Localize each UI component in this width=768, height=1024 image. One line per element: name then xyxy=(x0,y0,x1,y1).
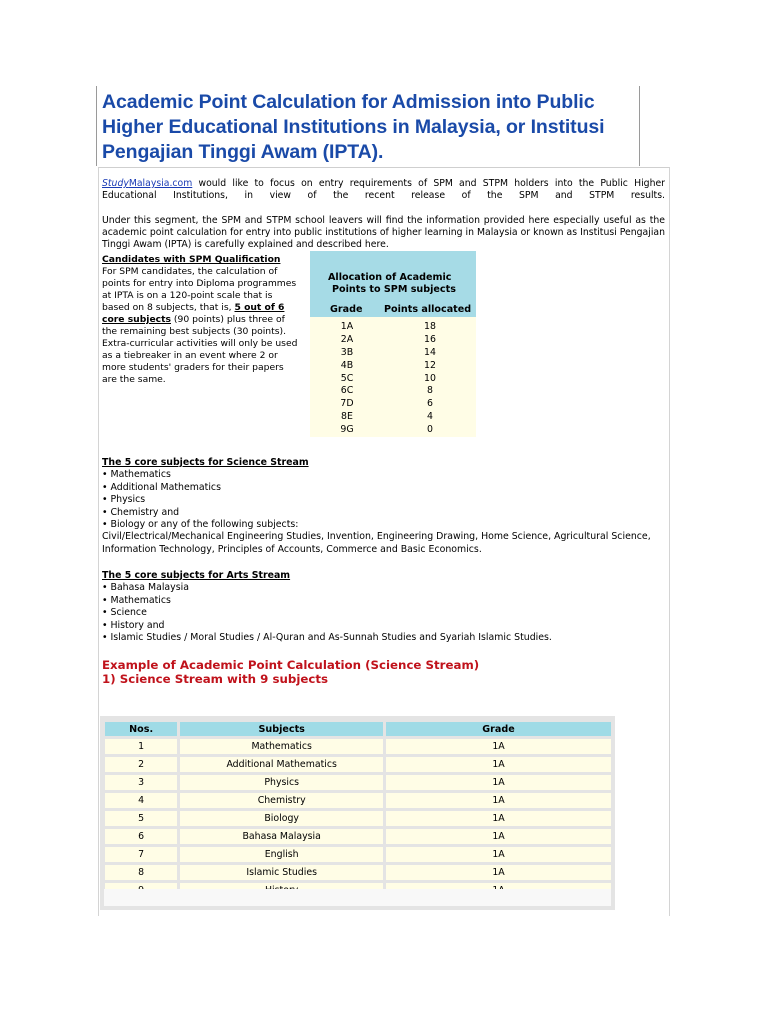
spm-heading: Candidates with SPM Qualification xyxy=(102,254,281,265)
grade-cell: 9G xyxy=(340,424,354,436)
science-extra-subjects: Civil/Electrical/Mechanical Engineering Studies, Invention, Engineering Drawing, Home Science, Agricultural Science, Information Technology, Principles of Accounts, Commerce and Basic Economics. xyxy=(102,531,651,555)
link-prefix: Study xyxy=(102,178,129,189)
list-item: • History and xyxy=(102,619,165,631)
spm-body-text-1: For SPM candidates, the calculation of points for entry into Diploma programmes at IPTA is on a 120-point scale that is based on 8 subjects, that is, xyxy=(102,266,297,313)
arts-heading: The 5 core subjects for Arts Stream xyxy=(102,570,291,581)
points-cell: 6 xyxy=(427,398,433,410)
allocation-title-line2: Points to SPM subjects xyxy=(332,284,456,295)
table-row xyxy=(105,739,611,754)
allocation-rows xyxy=(310,317,476,437)
points-cell: 12 xyxy=(424,359,436,371)
grade-cell: 7D xyxy=(340,398,354,410)
arts-section xyxy=(102,570,662,644)
allocation-row xyxy=(310,424,476,437)
list-item: • Mathematics xyxy=(102,469,171,481)
spm-body-bold: 5 out of 6 core subjects xyxy=(102,302,285,325)
cell-subject: Physics xyxy=(180,775,383,790)
header-grade: Grade xyxy=(386,722,611,736)
cell-nos: 2 xyxy=(105,757,177,772)
example-title: Example of Academic Point Calculation (Science Stream) xyxy=(102,658,480,672)
allocation-row xyxy=(310,334,476,347)
header-nos: Nos. xyxy=(105,722,177,736)
page-title: Academic Point Calculation for Admission into Public Higher Educational Institutions in Malaysia, or Institusi Pengajian Tinggi Awam (IPTA). xyxy=(102,91,605,163)
list-item: • Physics xyxy=(102,494,146,506)
allocation-row xyxy=(310,385,476,398)
cell-nos: 7 xyxy=(105,847,177,862)
list-item: • Chemistry and xyxy=(102,506,180,518)
grade-cell: 6C xyxy=(340,385,354,397)
allocation-row xyxy=(310,321,476,334)
list-item: • Islamic Studies / Moral Studies / Al-Quran and As-Sunnah Studies and Syariah Islamic Studies. xyxy=(102,632,552,644)
link-suffix: Malaysia.com xyxy=(128,178,193,189)
table-row xyxy=(105,865,611,880)
intro-text-1: would like to focus on entry requirements of SPM and STPM holders into the Public Higher Educational Institutions, in view of the recent release of the SPM and STPM results. xyxy=(102,178,665,201)
allocation-row xyxy=(310,347,476,360)
points-cell: 18 xyxy=(424,321,436,332)
allocation-row xyxy=(310,411,476,424)
spm-section xyxy=(102,254,298,386)
subjects-table xyxy=(102,719,614,901)
table-row xyxy=(105,757,611,772)
table-row xyxy=(105,811,611,826)
grade-cell: 3B xyxy=(340,346,354,358)
list-item: • Bahasa Malaysia xyxy=(102,582,189,594)
points-cell: 10 xyxy=(424,372,436,384)
subjects-table-wrap xyxy=(100,716,615,910)
table-header-row xyxy=(105,722,611,736)
grade-cell: 4B xyxy=(340,359,354,371)
cell-nos: 5 xyxy=(105,811,177,826)
spm-body-text-2: (90 points) plus three of the remaining best subjects (30 points). Extra-curricular activities will only be used as a tiebreaker in an event where 2 or more students' graders for their papers are the same. xyxy=(102,314,298,385)
grade-cell: 2A xyxy=(340,333,354,345)
cell-grade: 1A xyxy=(386,865,611,880)
grade-cell: 5C xyxy=(340,372,354,384)
cell-subject: Additional Mathematics xyxy=(180,757,383,772)
allocation-col-grade: Grade xyxy=(330,304,363,315)
allocation-row xyxy=(310,373,476,386)
table-row xyxy=(105,775,611,790)
study-malaysia-link[interactable] xyxy=(102,178,192,189)
points-cell: 4 xyxy=(427,411,433,423)
cell-nos: 6 xyxy=(105,829,177,844)
allocation-col-points: Points allocated xyxy=(384,304,472,315)
points-cell: 0 xyxy=(427,424,433,436)
cell-grade: 1A xyxy=(386,847,611,862)
cell-grade: 1A xyxy=(386,829,611,844)
cell-grade: 1A xyxy=(386,775,611,790)
cell-grade: 1A xyxy=(386,811,611,826)
cell-nos: 1 xyxy=(105,739,177,754)
header-subjects: Subjects xyxy=(180,722,383,736)
example-subtitle: 1) Science Stream with 9 subjects xyxy=(102,672,329,686)
science-section xyxy=(102,457,662,556)
intro-paragraph xyxy=(102,178,665,202)
points-cell: 16 xyxy=(424,333,436,345)
allocation-row xyxy=(310,398,476,411)
points-cell: 8 xyxy=(427,385,433,397)
allocation-title-line1: Allocation of Academic xyxy=(328,272,452,283)
example-heading xyxy=(102,658,479,686)
cell-nos: 8 xyxy=(105,865,177,880)
cell-nos: 4 xyxy=(105,793,177,808)
list-item: • Science xyxy=(102,607,147,619)
table-row xyxy=(105,847,611,862)
cell-grade: 1A xyxy=(386,757,611,772)
cell-subject: Bahasa Malaysia xyxy=(180,829,383,844)
cell-grade: 1A xyxy=(386,739,611,754)
allocation-header xyxy=(310,251,476,317)
allocation-body xyxy=(310,317,476,437)
segment-paragraph: Under this segment, the SPM and STPM school leavers will find the information provided here especially useful as the academic point calculation for entry into public institutions of higher learning in Malaysia or known as Institusi Pengajian Tinggi Awam (IPTA) is carefully explained and described here. xyxy=(102,215,665,250)
list-item: • Biology or any of the following subjects: xyxy=(102,519,299,531)
grade-cell: 8E xyxy=(341,411,353,423)
grade-cell: 1A xyxy=(340,321,354,332)
cell-subject: Chemistry xyxy=(180,793,383,808)
table-row xyxy=(105,829,611,844)
list-item: • Mathematics xyxy=(102,594,171,606)
cell-subject: Biology xyxy=(180,811,383,826)
table-footer-row xyxy=(104,889,611,906)
allocation-table xyxy=(310,251,476,437)
spm-body xyxy=(102,266,298,386)
cell-subject: Islamic Studies xyxy=(180,865,383,880)
cell-subject: English xyxy=(180,847,383,862)
list-item: • Additional Mathematics xyxy=(102,481,221,493)
table-row xyxy=(105,793,611,808)
science-heading: The 5 core subjects for Science Stream xyxy=(102,457,309,468)
cell-subject: Mathematics xyxy=(180,739,383,754)
allocation-row xyxy=(310,360,476,373)
points-cell: 14 xyxy=(424,346,436,358)
cell-nos: 3 xyxy=(105,775,177,790)
cell-grade: 1A xyxy=(386,793,611,808)
